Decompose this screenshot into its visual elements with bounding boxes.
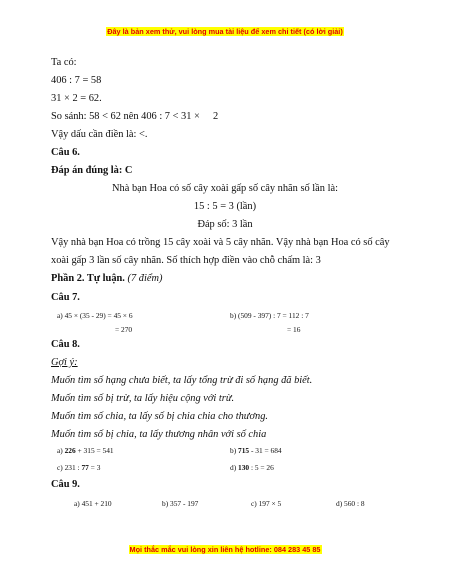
section-title — [51, 273, 162, 284]
hint-line: Muốn tìm số hạng chưa biết, ta lấy tổng trừ đi số hạng đã biết. — [51, 375, 313, 386]
hint-line: Muốn tìm số bị trừ, ta lấy hiệu cộng với trừ. — [51, 393, 235, 404]
math-line: c) 231 : 77 = 3 — [57, 463, 101, 472]
math-line: = 270 — [115, 325, 133, 334]
option-item: b) 357 - 197 — [162, 499, 199, 508]
text-line: 31 × 2 = 62. — [51, 93, 102, 104]
question-title: Câu 6. — [51, 147, 80, 158]
option-item: c) 197 × 5 — [251, 499, 282, 508]
footer-notice: Mọi thắc mắc vui lòng xin liên hệ hotline: 084 283 45 85 — [129, 545, 321, 554]
hint-label: Gợi ý: — [51, 357, 78, 368]
math-line: a) 45 × (35 - 29) = 45 × 6 — [57, 311, 133, 320]
math-line: = 16 — [287, 325, 301, 334]
text-line: Nhà bạn Hoa có số cây xoài gấp số cây nhãn số lần là: — [112, 183, 338, 194]
text-line: 406 : 7 = 58 — [51, 75, 102, 86]
question-title: Câu 7. — [51, 292, 80, 303]
text-line: Đáp số: 3 lần — [197, 219, 253, 230]
text-line: Vậy dấu cần điền là: <. — [51, 129, 148, 140]
header-notice: Đây là bản xem thử, vui lòng mua tài liệu để xem chi tiết (có lời giải) — [107, 27, 343, 36]
hint-line: Muốn tìm số chia, ta lấy số bị chia chia cho thương. — [51, 411, 268, 422]
text-line: So sánh: 58 < 62 nên 406 : 7 < 31 × — [51, 111, 200, 122]
section-title-text: Phần 2. Tự luận. — [51, 273, 125, 284]
text-line: xoài gấp 3 lần số cây nhãn. Số thích hợp điền vào chỗ chấm là: 3 — [51, 255, 321, 266]
math-line: b) (509 - 397) : 7 = 112 : 7 — [230, 311, 309, 320]
question-title: Câu 8. — [51, 339, 80, 350]
text-line: 15 : 5 = 3 (lần) — [193, 201, 257, 212]
math-line: a) 226 + 315 = 541 — [57, 446, 114, 455]
text-line: Ta có: — [51, 57, 77, 68]
text-line: 2 — [213, 111, 219, 122]
answer-line: Đáp án đúng là: C — [51, 165, 133, 176]
option-item: a) 451 + 210 — [74, 499, 112, 508]
question-title: Câu 9. — [51, 479, 80, 490]
hint-line: Muốn tìm số bị chia, ta lấy thương nhân với số chia — [51, 429, 267, 440]
option-item: d) 560 : 8 — [336, 499, 365, 508]
math-line: b) 715 - 31 = 684 — [230, 446, 282, 455]
math-line: d) 130 : 5 = 26 — [230, 463, 274, 472]
section-points: (7 điểm) — [127, 273, 163, 284]
text-line: Vậy nhà bạn Hoa có trồng 15 cây xoài và 5 cây nhãn. Vậy nhà bạn Hoa có số cây — [51, 237, 390, 248]
